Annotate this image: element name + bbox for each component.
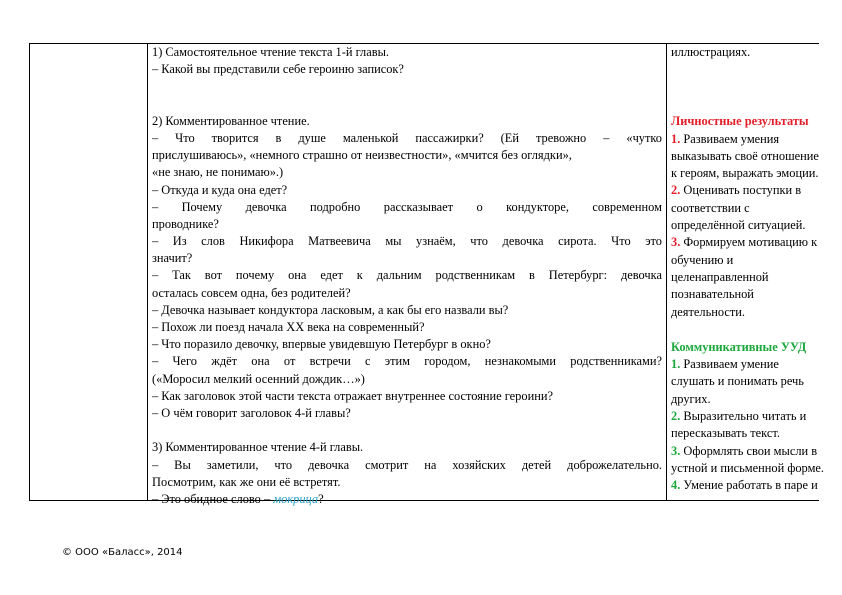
result-line	[671, 148, 819, 165]
activity-line: – Из слов Никифора Матвеевича мы узнаём, что девочка сирота. Что это	[152, 234, 662, 249]
activity-line: – Что творится в душе маленькой пассажирки? (Ей тревожно – «чутко	[152, 130, 662, 145]
copyright-footer: © ООО «Баласс», 2014	[62, 547, 183, 558]
result-text: Оформлять свои мысли в	[680, 443, 818, 458]
last-line-prefix: – Это обидное слово –	[152, 491, 274, 506]
result-line	[671, 408, 816, 425]
result-text: Развиваем умение	[680, 357, 779, 372]
result-text: Выразительно читать и	[680, 409, 807, 424]
activities-column	[148, 44, 667, 506]
result-text: других.	[671, 391, 711, 406]
activity-line: – Как заголовок этой части текста отражает внутреннее состояние героини?	[152, 388, 553, 403]
activity-line: – Похож ли поезд начала XX века на современный?	[152, 320, 425, 334]
activity-line: «не знаю, не понимаю».)	[152, 165, 284, 180]
result-number: 2.	[671, 409, 681, 424]
results-column	[667, 44, 825, 500]
personal-results-list	[671, 131, 819, 321]
activity-line: – Девочка называет кондуктора ласковым, а как бы его назвали вы?	[152, 302, 509, 317]
result-text: Оценивать поступки в	[680, 183, 802, 198]
result-number: 3.	[671, 443, 681, 458]
activities-text	[152, 44, 662, 491]
activity-line: – Откуда и куда она едет?	[152, 182, 288, 197]
empty-stage-column	[30, 44, 148, 500]
result-line	[671, 182, 816, 199]
result-text: соответствии с	[671, 200, 750, 215]
result-line	[671, 477, 816, 494]
result-line	[671, 217, 816, 234]
blank-line	[152, 78, 662, 95]
result-line	[671, 252, 816, 269]
activity-last-line	[152, 491, 662, 508]
result-line	[671, 165, 819, 182]
activity-line: – Какой вы представили себе героиню записок?	[152, 62, 404, 77]
result-text: определённой ситуацией.	[671, 218, 806, 233]
result-line	[671, 356, 816, 373]
lesson-table	[29, 43, 825, 506]
activity-line: прислушиваюсь», «немного страшно от неизвестности», «мчится без оглядки»,	[152, 148, 572, 163]
result-line	[671, 304, 816, 321]
result-text: деятельности.	[671, 304, 746, 319]
activity-line: Посмотрим, как же они её встретят.	[152, 474, 341, 489]
activity-line: – Так вот почему она едет к дальним родственникам в Петербург: девочка	[152, 268, 662, 283]
activity-line: 2) Комментированное чтение.	[152, 113, 310, 128]
result-text: Развиваем умения	[680, 131, 780, 146]
activity-line: – Вы заметили, что девочка смотрит на хозяйских детей доброжелательно.	[152, 457, 662, 472]
result-line	[671, 234, 816, 251]
highlight-word-mokritsa: мокрица	[273, 491, 319, 506]
results-top-text: иллюстрациях.	[671, 45, 751, 59]
result-line	[671, 269, 816, 286]
result-text: пересказывать текст.	[671, 426, 780, 441]
last-line-suffix: ?	[318, 491, 324, 506]
result-line	[671, 460, 825, 477]
communicative-uud-list	[671, 356, 825, 494]
result-line	[671, 286, 816, 303]
activity-line: («Моросил мелкий осенний дождик…»)	[152, 371, 365, 386]
result-number: 3.	[671, 235, 681, 250]
blank-line	[152, 96, 662, 113]
activity-line: – О чём говорит заголовок 4-й главы?	[152, 405, 351, 420]
result-text: Умение работать в паре и	[680, 478, 818, 493]
blank-line	[152, 422, 662, 439]
activity-line: значит?	[152, 251, 193, 266]
result-number: 2.	[671, 183, 681, 198]
activity-line: 3) Комментированное чтение 4-й главы.	[152, 440, 364, 455]
activity-line: проводнике?	[152, 216, 219, 231]
result-number: 1.	[671, 131, 681, 146]
activity-line: – Что поразило девочку, впервые увидевшую Петербург в окно?	[152, 337, 491, 352]
activity-line: – Чего ждёт она от встречи с этим городом, незнакомыми родственниками?	[152, 354, 662, 369]
result-text: Формируем мотивацию к	[680, 235, 818, 250]
personal-results-heading: Личностные результаты	[671, 114, 809, 129]
result-number: 4.	[671, 478, 681, 493]
result-line	[671, 373, 816, 390]
result-line	[671, 200, 816, 217]
result-text: устной и письменной форме.	[671, 460, 825, 475]
activity-line: осталась совсем одна, без родителей?	[152, 285, 351, 300]
result-text: познавательной	[671, 287, 754, 302]
activity-line: – Почему девочка подробно рассказывает о кондукторе, современном	[152, 199, 662, 214]
result-text: целенаправленной	[671, 269, 769, 284]
result-text: выказывать своё отношение	[671, 148, 819, 163]
activity-line: 1) Самостоятельное чтение текста 1-й главы.	[152, 45, 390, 59]
result-line	[671, 391, 816, 408]
result-line	[671, 443, 816, 460]
result-line	[671, 131, 816, 148]
result-line	[671, 425, 816, 442]
result-number: 1.	[671, 357, 681, 372]
result-text: к героям, выражать эмоции.	[671, 166, 819, 181]
result-text: слушать и понимать речь	[671, 374, 804, 389]
result-text: обучению и	[671, 252, 734, 267]
communicative-uud-heading: Коммуникативные УУД	[671, 339, 807, 354]
